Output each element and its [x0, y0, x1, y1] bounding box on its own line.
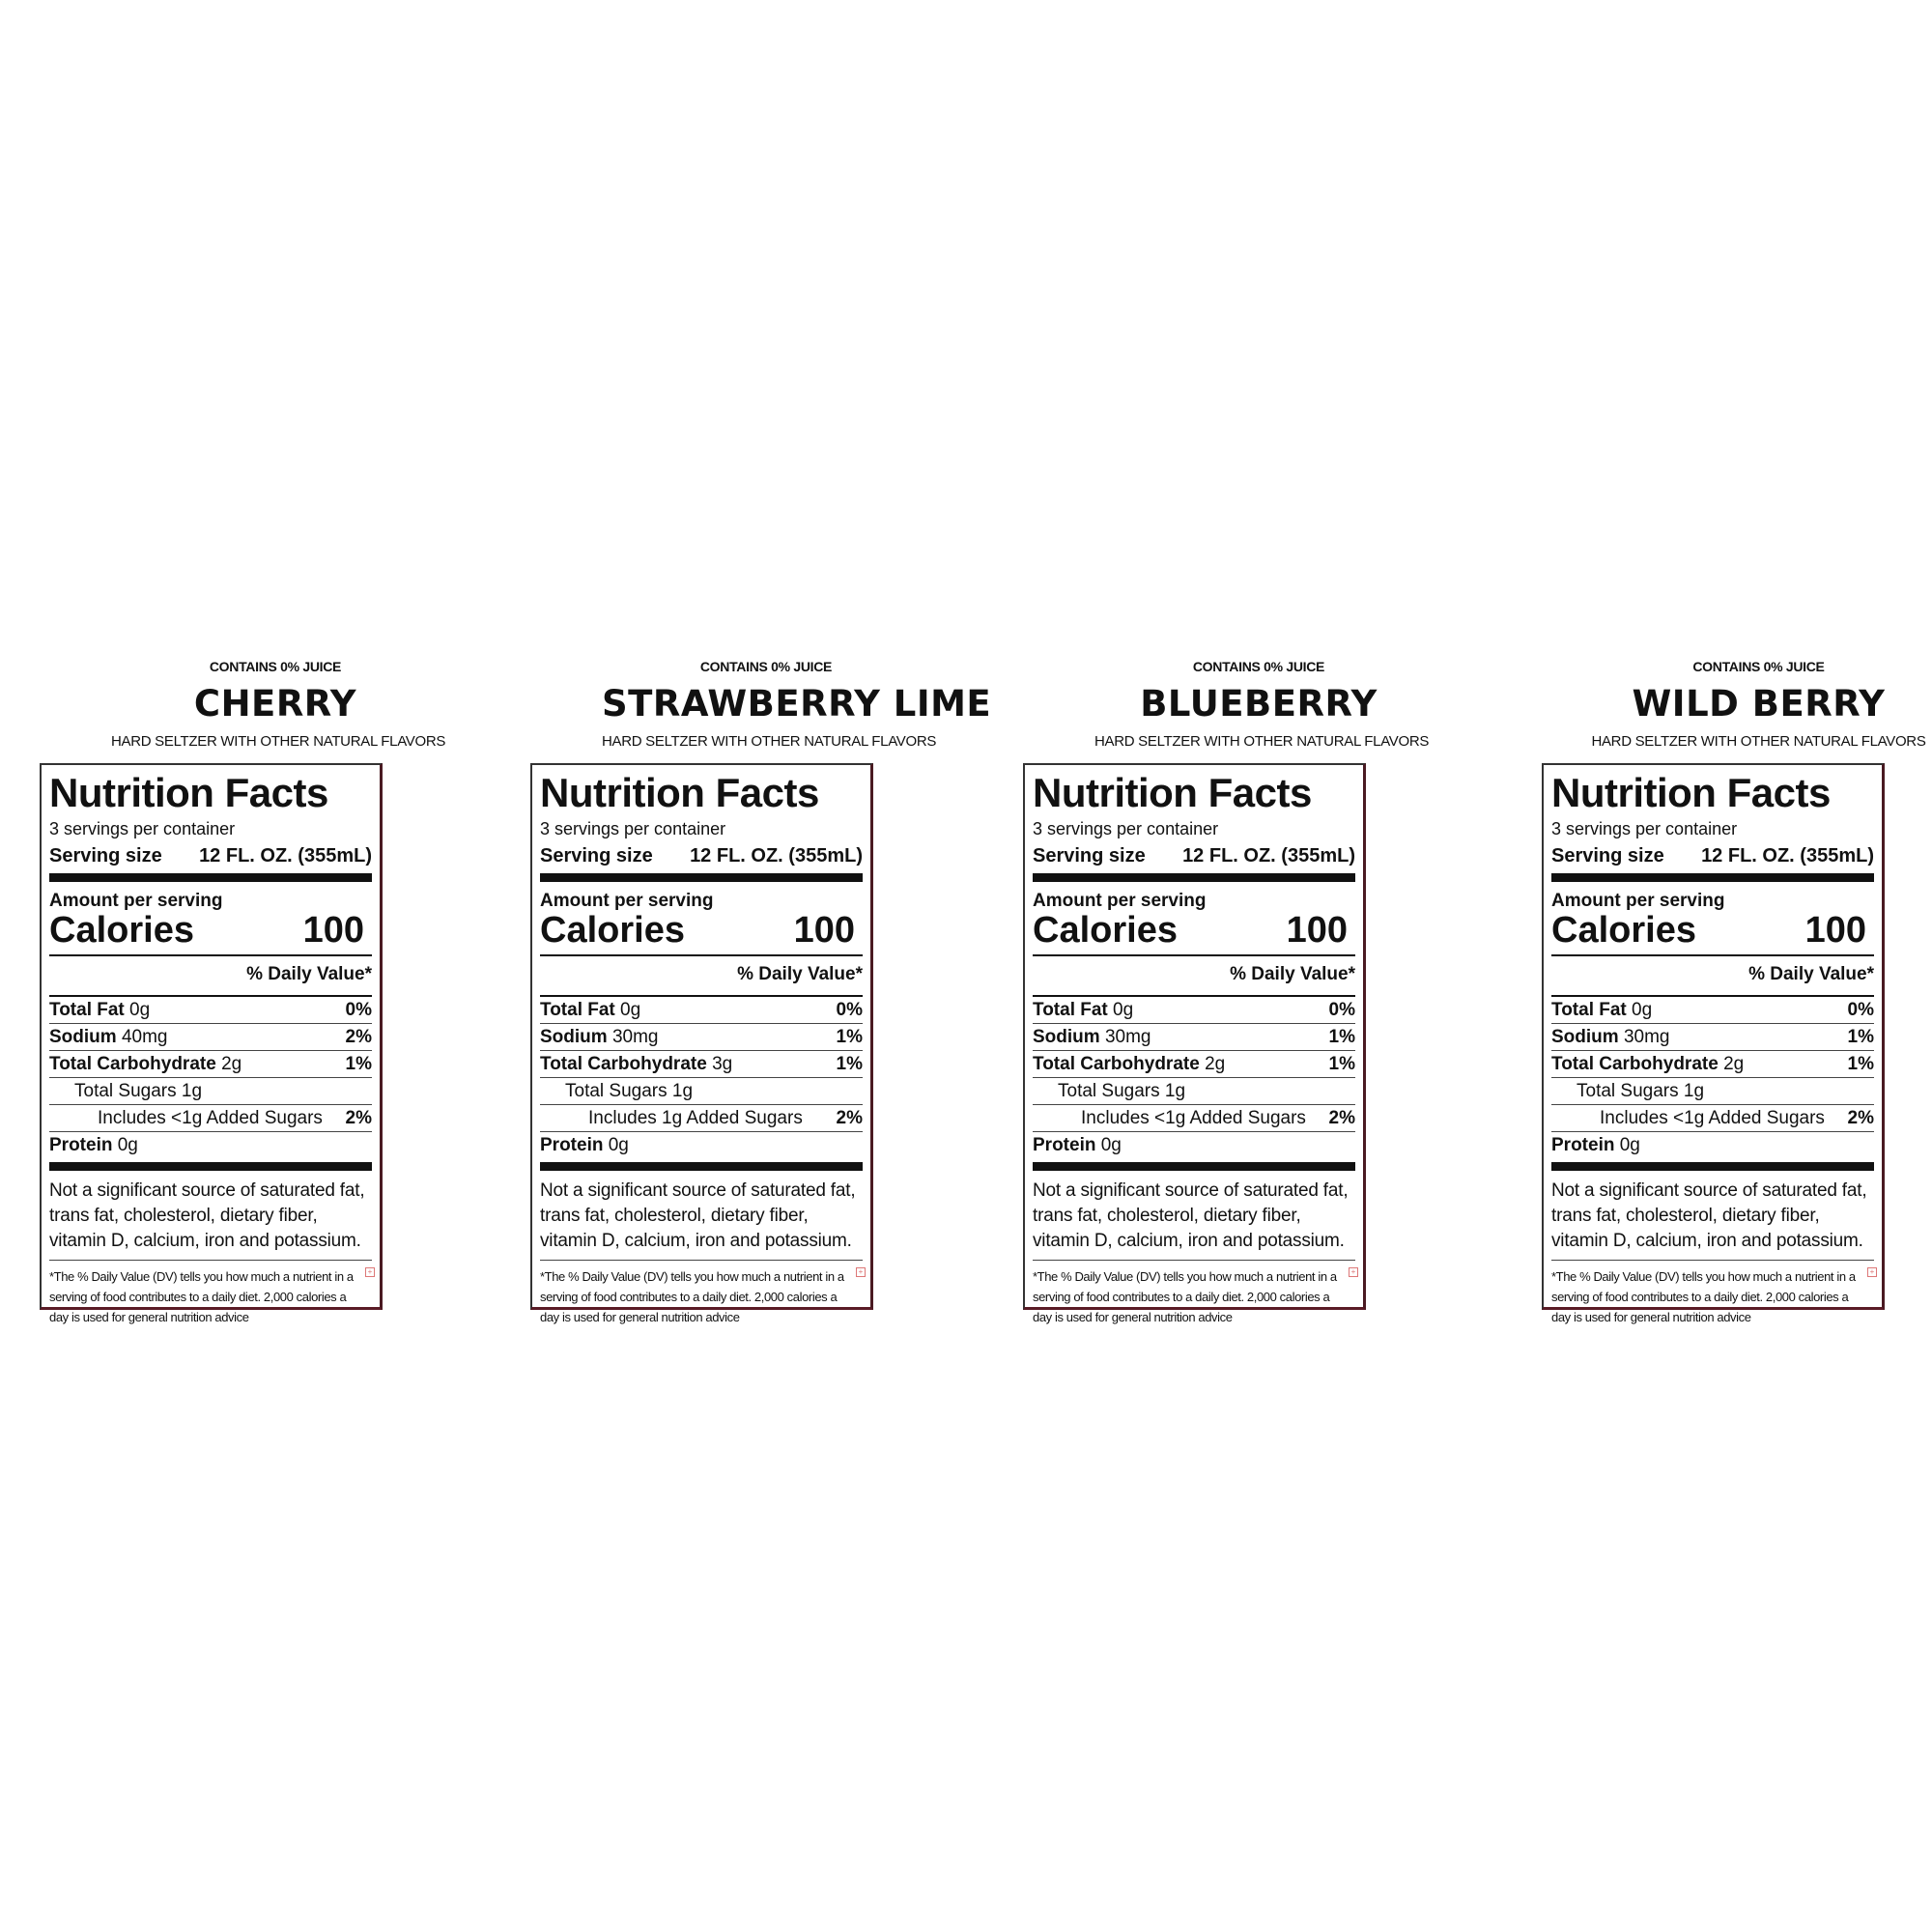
product-strawberry-lime [540, 659, 992, 1324]
divider-thick [540, 1162, 863, 1171]
footnote-section [49, 1260, 372, 1327]
flavor-name: BLUEBERRY [1140, 683, 1378, 724]
product-header [1574, 660, 1932, 750]
total-sugars-row: Total Sugars 1g [49, 1078, 372, 1105]
daily-value-header: % Daily Value* [1230, 963, 1355, 984]
not-significant-note: Not a significant source of saturated fat, trans fat, cholesterol, dietary fiber, vitamin D, calcium, iron and potassium. [1033, 1179, 1349, 1251]
divider-thick [49, 1162, 372, 1171]
daily-value-header: % Daily Value* [737, 963, 863, 984]
not-significant-note: Not a significant source of saturated fat, trans fat, cholesterol, dietary fiber, vitamin D, calcium, iron and potassium. [49, 1179, 365, 1251]
product-description: HARD SELTZER WITH OTHER NATURAL FLAVORS [1094, 732, 1430, 750]
nutrition-facts-title: Nutrition Facts [1033, 770, 1312, 815]
total-sugars-row: Total Sugars 1g [540, 1078, 863, 1105]
registration-mark-icon: + [1867, 1267, 1877, 1277]
nutrition-facts-panel [40, 763, 383, 1324]
total-carbohydrate-row: Total Carbohydrate 2g 1% [49, 1051, 372, 1078]
juice-content: CONTAINS 0% JUICE [209, 659, 342, 674]
nutrition-facts-title: Nutrition Facts [1551, 770, 1831, 815]
serving-size-row: Serving size 12 FL. OZ. (355mL) [49, 845, 372, 867]
not-significant-note: Not a significant source of saturated fat, trans fat, cholesterol, dietary fiber, vitamin D, calcium, iron and potassium. [1551, 1179, 1867, 1251]
product-header [1094, 659, 1430, 750]
total-fat-row: Total Fat 0g 0% [1551, 997, 1874, 1024]
divider-thick [540, 873, 863, 882]
amount-per-serving: Amount per serving [1551, 891, 1725, 911]
total-carbohydrate-row: Total Carbohydrate 2g 1% [1551, 1051, 1874, 1078]
calories-row: Calories 100 [1551, 910, 1866, 951]
sodium-row: Sodium 40mg 2% [49, 1024, 372, 1051]
total-sugars-row: Total Sugars 1g [1033, 1078, 1355, 1105]
divider-thick [49, 873, 372, 882]
protein-row: Protein 0g [540, 1134, 629, 1155]
daily-value-footnote: *The % Daily Value (DV) tells you how much a nutrient in a serving of food contributes to a daily diet. 2,000 calories a day is used for general nutrition advice [49, 1268, 354, 1324]
registration-mark-icon: + [856, 1267, 866, 1277]
daily-value-footnote: *The % Daily Value (DV) tells you how much a nutrient in a serving of food contributes to a daily diet. 2,000 calories a day is used for general nutrition advice [1033, 1268, 1337, 1324]
footnote-section [540, 1260, 863, 1327]
daily-value-header: % Daily Value* [246, 963, 372, 984]
total-fat-row: Total Fat 0g 0% [540, 997, 863, 1024]
sodium-row: Sodium 30mg 1% [1033, 1024, 1355, 1051]
protein-row: Protein 0g [1033, 1134, 1122, 1155]
divider-thick [1551, 873, 1874, 882]
divider [1033, 954, 1355, 956]
divider [540, 954, 863, 956]
juice-content: CONTAINS 0% JUICE [699, 659, 833, 674]
servings-per-container: 3 servings per container [49, 819, 236, 838]
total-carbohydrate-row: Total Carbohydrate 3g 1% [540, 1051, 863, 1078]
product-header [111, 659, 446, 750]
nutrition-facts-panel [1023, 763, 1366, 1324]
registration-mark-icon: + [365, 1267, 375, 1277]
juice-content: CONTAINS 0% JUICE [1192, 659, 1325, 674]
registration-mark-icon: + [1349, 1267, 1358, 1277]
divider [49, 954, 372, 956]
footnote-section [1551, 1260, 1874, 1327]
amount-per-serving: Amount per serving [540, 891, 714, 911]
divider-thick [1033, 1162, 1355, 1171]
divider-thick [1033, 873, 1355, 882]
product-wild-berry [1551, 659, 1932, 1324]
serving-size-row: Serving size 12 FL. OZ. (355mL) [540, 845, 863, 867]
juice-content: CONTAINS 0% JUICE [1692, 659, 1825, 674]
not-significant-note: Not a significant source of saturated fat, trans fat, cholesterol, dietary fiber, vitamin D, calcium, iron and potassium. [540, 1179, 856, 1251]
protein-row: Protein 0g [49, 1134, 138, 1155]
total-fat-row: Total Fat 0g 0% [1033, 997, 1355, 1024]
servings-per-container: 3 servings per container [540, 819, 726, 838]
calories-row: Calories 100 [540, 910, 855, 951]
product-description: HARD SELTZER WITH OTHER NATURAL FLAVORS [602, 732, 937, 750]
flavor-name: CHERRY [193, 683, 357, 724]
flavor-name: STRAWBERRY LIME [602, 683, 992, 724]
sodium-row: Sodium 30mg 1% [1551, 1024, 1874, 1051]
product-header [602, 659, 992, 750]
sodium-row: Sodium 30mg 1% [540, 1024, 863, 1051]
nutrition-facts-title: Nutrition Facts [49, 770, 328, 815]
serving-size-row: Serving size 12 FL. OZ. (355mL) [1033, 845, 1355, 867]
daily-value-footnote: *The % Daily Value (DV) tells you how much a nutrient in a serving of food contributes to a daily diet. 2,000 calories a day is used for general nutrition advice [1551, 1268, 1856, 1324]
product-description: HARD SELTZER WITH OTHER NATURAL FLAVORS [1591, 732, 1926, 750]
amount-per-serving: Amount per serving [1033, 891, 1207, 911]
total-carbohydrate-row: Total Carbohydrate 2g 1% [1033, 1051, 1355, 1078]
daily-value-header: % Daily Value* [1748, 963, 1874, 984]
total-fat-row: Total Fat 0g 0% [49, 997, 372, 1024]
divider-thick [1551, 1162, 1874, 1171]
calories-row: Calories 100 [49, 910, 364, 951]
divider [1551, 954, 1874, 956]
product-blueberry [1033, 659, 1430, 1324]
nutrition-facts-panel [1542, 763, 1885, 1324]
amount-per-serving: Amount per serving [49, 891, 223, 911]
total-sugars-row: Total Sugars 1g [1551, 1078, 1874, 1105]
calories-row: Calories 100 [1033, 910, 1348, 951]
product-description: HARD SELTZER WITH OTHER NATURAL FLAVORS [111, 732, 446, 750]
footnote-section [1033, 1260, 1355, 1327]
daily-value-footnote: *The % Daily Value (DV) tells you how much a nutrient in a serving of food contributes to a daily diet. 2,000 calories a day is used for general nutrition advice [540, 1268, 844, 1324]
added-sugars-row: Includes 1g Added Sugars 2% [540, 1105, 863, 1132]
servings-per-container: 3 servings per container [1551, 819, 1738, 838]
added-sugars-row: Includes <1g Added Sugars 2% [1033, 1105, 1355, 1132]
nutrition-facts-panel [530, 763, 873, 1324]
protein-row: Protein 0g [1551, 1134, 1640, 1155]
flavor-name: WILD BERRY [1632, 683, 1886, 724]
added-sugars-row: Includes <1g Added Sugars 2% [49, 1105, 372, 1132]
servings-per-container: 3 servings per container [1033, 819, 1219, 838]
added-sugars-row: Includes <1g Added Sugars 2% [1551, 1105, 1874, 1132]
product-cherry [49, 659, 446, 1324]
serving-size-row: Serving size 12 FL. OZ. (355mL) [1551, 845, 1874, 867]
nutrition-facts-title: Nutrition Facts [540, 770, 819, 815]
